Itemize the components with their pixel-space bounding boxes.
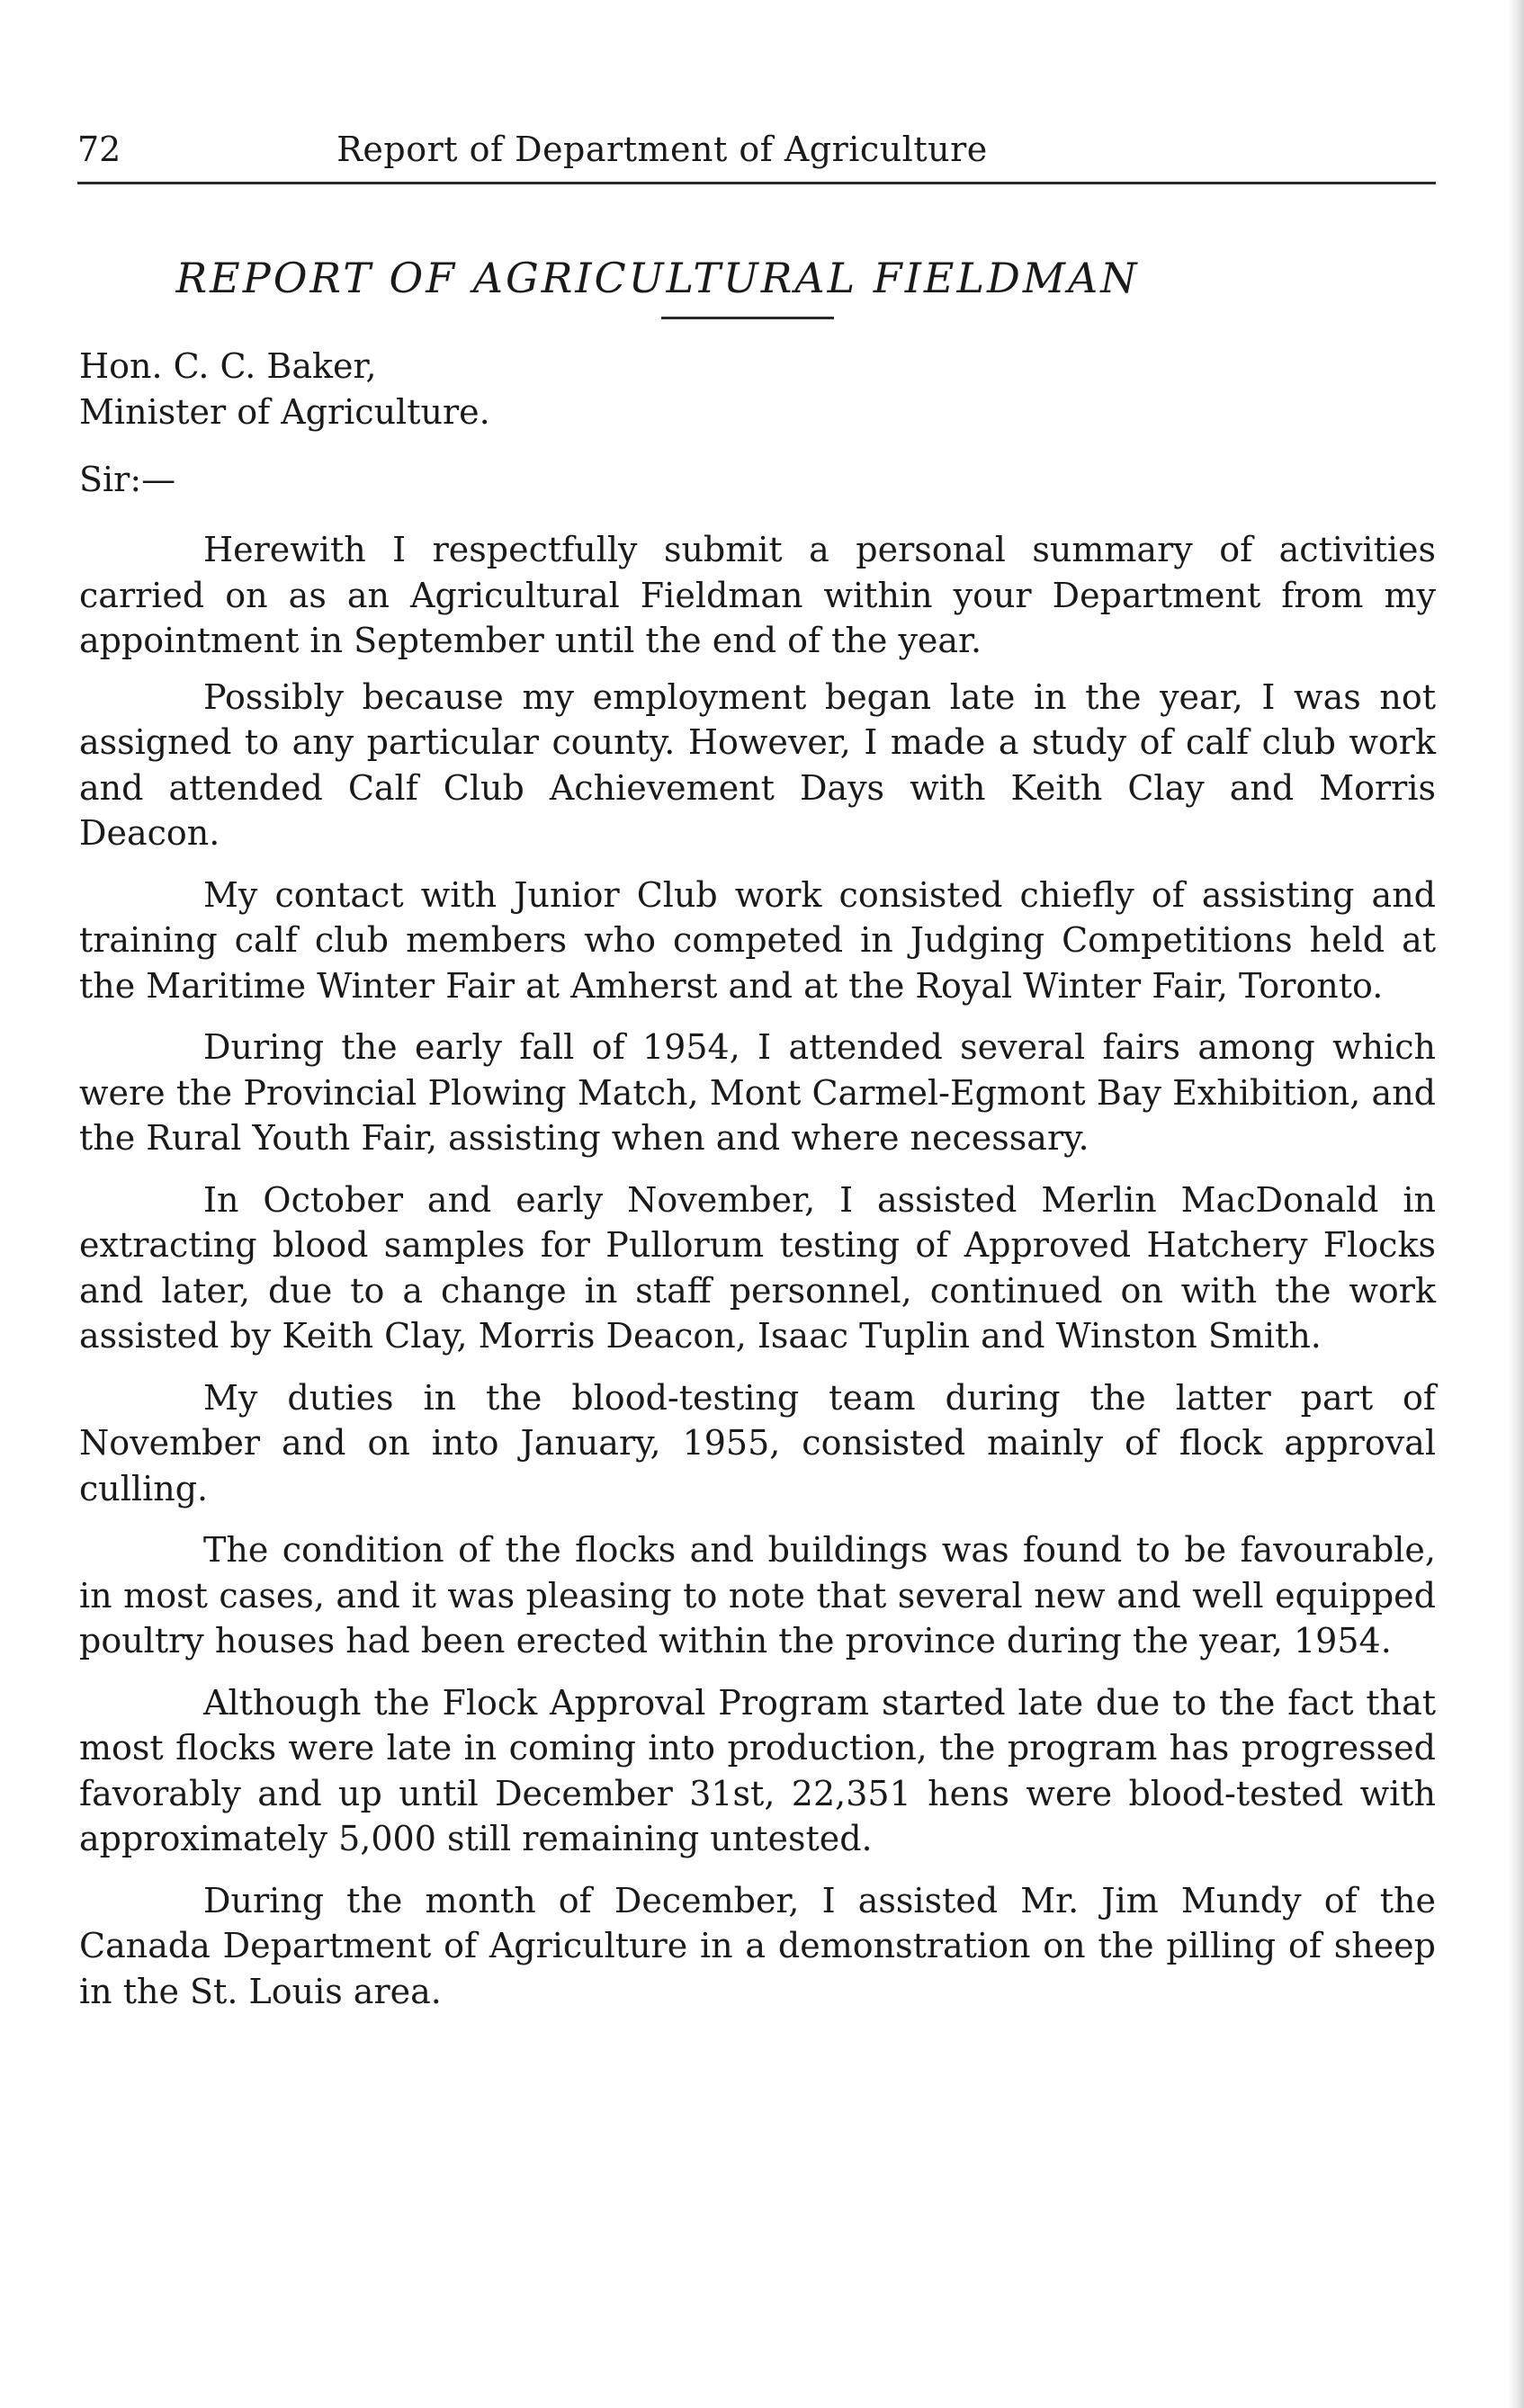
running-header [77, 124, 1436, 175]
header-rule [77, 182, 1436, 184]
address-line-title: Minister of Agriculture. [79, 392, 490, 432]
paragraph: Herewith I respectfully submit a personal summary of activities carried on as an Agricultural Fieldman within your Department from my appointment in September until the end of the year. [79, 530, 1436, 660]
address-line-name: Hon. C. C. Baker, [79, 346, 377, 386]
paragraph: During the early fall of 1954, I attended several fairs among which were the Provincial Plowing Match, Mont Carmel-Egmont Bay Exhibition, and the Rural Youth Fair, assisting when and where necessary. [79, 1027, 1436, 1158]
title-rule [661, 317, 834, 319]
page-number: 72 [77, 130, 121, 169]
paragraph: During the month of December, I assisted Mr. Jim Mundy of the Canada Department of Agriculture in a demonstration on the pilling of sheep in the St. Louis area. [79, 1880, 1436, 2011]
report-title: REPORT OF AGRICULTURAL FIELDMAN [175, 253, 1140, 302]
running-title: Report of Department of Agriculture [336, 130, 988, 169]
salutation: Sir:— [79, 460, 176, 499]
address-block [79, 344, 1339, 435]
paragraph: Possibly because my employment began late in the year, I was not assigned to any particular county. However, I made a study of calf club work and attended Calf Club Achievement Days with Keith Clay and Morris Deacon. [79, 676, 1436, 853]
paragraph: The condition of the flocks and buildings was found to be favourable, in most cases, and it was pleasing to note that several new and well equipped poultry houses had been erected within the province during the year, 1954. [79, 1530, 1436, 1661]
paragraph: In October and early November, I assisted Merlin MacDonald in extracting blood samples for Pullorum testing of Approved Hatchery Flocks and later, due to a change in staff personnel, continued on with the work assisted by Keith Clay, Morris Deacon, Isaac Tuplin and Winston Smith. [79, 1179, 1436, 1356]
paragraph: Although the Flock Approval Program started late due to the fact that most flocks were late in coming into production, the program has progressed favorably and up until December 31st, 22,351 hens were blood-tested with approximately 5,000 still remaining untested. [79, 1682, 1436, 1858]
page-edge-shadow [1508, 0, 1524, 2408]
paragraph: My duties in the blood-testing team during the latter part of November and on into January, 1955, consisted mainly of flock approval culling. [79, 1377, 1436, 1508]
paragraph: My contact with Junior Club work consisted chiefly of assisting and training calf club members who competed in Judging Competitions held at the Maritime Winter Fair at Amherst and at the Royal Winter Fair, Toronto. [79, 874, 1436, 1006]
report-body [79, 527, 1436, 2030]
